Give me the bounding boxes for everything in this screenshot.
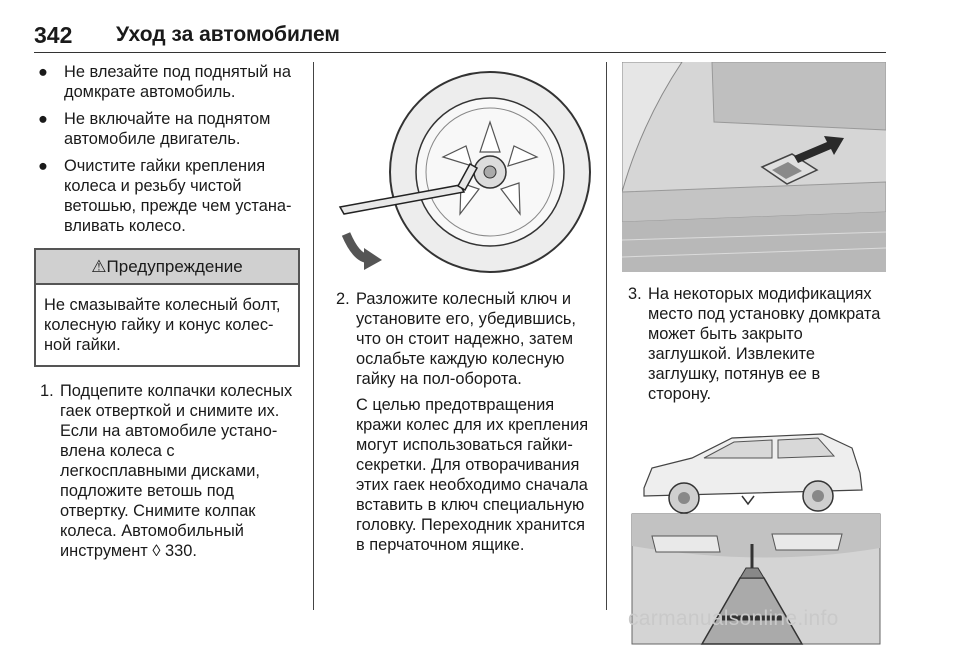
bullet-icon: ● <box>38 110 48 128</box>
step-text: Подцепите колпачки колесных гаек отверткой и снимите их. Если на автомобиле устано-влена колеса с легкосплавными дисками, подложите ветошь под отвертку. Снимите колпак колеса. Автомобильный инструмент <box>60 382 293 560</box>
bullet-text: Не включайте на поднятом автомобиле двигатель. <box>64 110 271 148</box>
column-divider <box>313 62 314 610</box>
warning-box <box>34 248 300 367</box>
step-number: 1. <box>40 382 54 400</box>
warning-text: Не смазывайте колесный болт, колесную гайку и конус колес-ной гайки. <box>44 296 281 354</box>
page-title: Уход за автомобилем <box>116 23 340 46</box>
column-3 <box>622 62 886 648</box>
bullet-icon: ● <box>38 63 48 81</box>
watermark: carmanualsonline.info <box>628 607 839 630</box>
list-item <box>34 156 300 236</box>
step-2 <box>330 289 596 389</box>
bullet-icon: ● <box>38 157 48 175</box>
reference-icon: ◊ <box>152 542 161 560</box>
page-header <box>34 20 886 53</box>
step-text: На некоторых модификациях место под установку домкрата может быть закрыто заглушкой. Извлеките заглушку, потянув ее в сторону. <box>648 285 881 403</box>
warning-icon: ⚠ <box>91 257 107 276</box>
column-divider <box>606 62 607 610</box>
bullet-text: Очистите гайки крепления колеса и резьбу чистой ветошью, прежде чем устана-вливать колесо. <box>64 157 292 235</box>
step-number: 2. <box>336 290 350 308</box>
warning-title: Предупреждение <box>106 257 243 276</box>
jack-cover-illustration <box>622 62 886 272</box>
list-item <box>34 109 300 149</box>
column-2 <box>330 62 596 555</box>
column-1 <box>34 62 300 561</box>
step-number: 3. <box>628 285 642 303</box>
page-number: 342 <box>34 22 73 48</box>
reference-page: 330. <box>165 542 197 560</box>
step-1 <box>34 381 300 561</box>
step-text: Разложите колесный ключ и установите его, убедившись, что он стоит надежно, затем ослабьте каждую колесную гайку на пол-оборота. <box>356 290 576 388</box>
list-item <box>34 62 300 102</box>
wheel-wrench-illustration <box>330 62 596 277</box>
step-note: С целью предотвращения кражи колес для их крепления могут использоваться гайки-секретки. Для отворачивания этих гаек необходимо сначала вставить в ключ специальную головку. Переходник хранится в перчаточном ящике. <box>356 396 589 554</box>
warning-header <box>36 250 298 285</box>
step-3 <box>622 284 886 404</box>
bullet-text: Не влезайте под поднятый на домкрате автомобиль. <box>64 63 291 101</box>
